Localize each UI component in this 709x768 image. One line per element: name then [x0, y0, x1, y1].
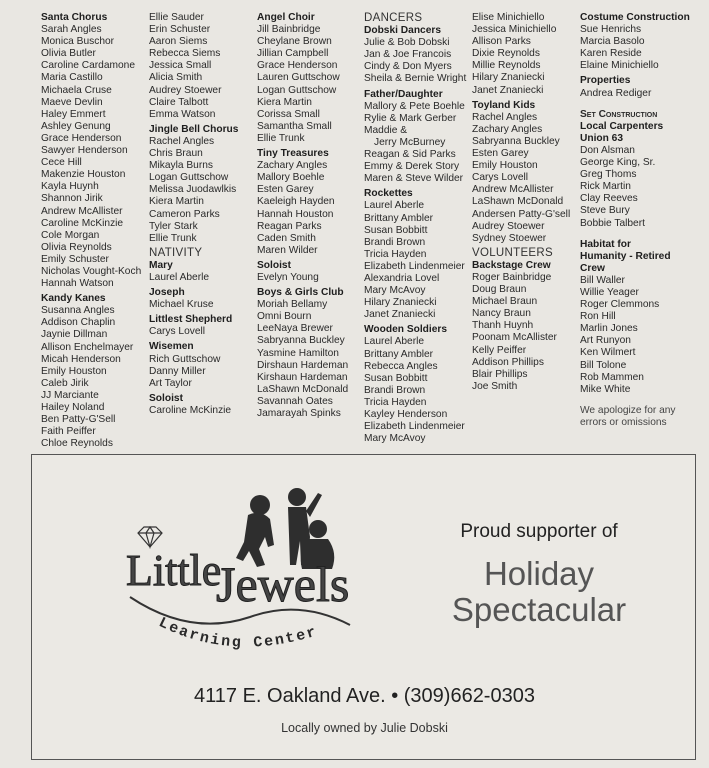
list-item: Danny Miller — [149, 365, 206, 377]
list-item: Marcia Basolo — [580, 36, 645, 48]
name: Carys Lovell — [149, 326, 206, 338]
list-item: Moriah Bellamy — [257, 299, 328, 311]
logo-word-1: Little — [126, 546, 222, 595]
list-item: Caden Smith — [257, 232, 316, 244]
column-1 — [41, 12, 141, 450]
list-item: Monica Buschor — [41, 36, 115, 48]
section-title: Tiny Treasures — [257, 148, 329, 160]
list-item: Jessica Minichiello — [472, 24, 557, 36]
list-item: Maeve Devlin — [41, 96, 103, 108]
name-list — [257, 299, 348, 420]
list-item: Corissa Small — [257, 108, 320, 120]
list-item: Ellie Trunk — [257, 132, 305, 144]
list-item: Yasmine Hamilton — [257, 347, 339, 359]
list-item: Jamarayah Spinks — [257, 408, 341, 419]
list-item: Lauren Guttschow — [257, 72, 340, 84]
list-item: Logan Guttschow — [257, 84, 337, 96]
section-title: Wooden Soldiers — [364, 324, 448, 336]
list-item: Dirshaun Hardeman — [257, 359, 349, 371]
name: Evelyn Young — [257, 271, 319, 283]
event-title-line-2: Spectacular — [451, 591, 627, 628]
list-item: Andrew McAllister — [41, 205, 123, 217]
list-item: Makenzie Houston — [41, 169, 126, 181]
section-title: Costume Construction — [580, 12, 690, 23]
name-list — [580, 145, 690, 230]
list-item: Sawyer Henderson — [41, 145, 128, 157]
sponsor-ad — [31, 454, 696, 760]
list-item: Hannah Houston — [257, 208, 334, 220]
list-item: LaShawn McDonald — [472, 196, 564, 208]
diamond-icon — [138, 527, 162, 547]
list-item: Jaynie Dillman — [41, 329, 108, 341]
list-item: Humanity - Retired — [580, 250, 671, 262]
list-item: Logan Guttschow — [149, 172, 229, 184]
name-list — [580, 24, 690, 72]
list-item: Emily Houston — [41, 365, 107, 377]
list-item: Ellie Trunk — [149, 232, 197, 244]
list-item: Kirshaun Hardeman — [257, 371, 348, 383]
list-item: Dixie Reynolds — [472, 48, 540, 60]
role-title: Wisemen — [149, 341, 194, 353]
list-item: Mallory Boehle — [257, 172, 325, 184]
list-item: Kayla Huynh — [41, 181, 99, 193]
list-item: Esten Garey — [472, 148, 529, 160]
list-item: Elizabeth Lindenmeier — [364, 260, 465, 272]
list-item: Olivia Reynolds — [41, 241, 112, 253]
list-item: Steve Bury — [580, 205, 630, 217]
list-item: Allison Enchelmayer — [41, 341, 134, 353]
list-item: Mary McAvoy — [364, 433, 426, 445]
list-item: Ben Patty-G'Sell — [41, 414, 116, 426]
list-item: Clay Reeves — [580, 193, 638, 205]
list-item: Maddie & — [364, 124, 408, 136]
list-item: Ellie Sauder — [149, 12, 204, 23]
list-item: Erin Schuster — [149, 24, 211, 36]
list-item: Sue Henrichs — [580, 24, 642, 36]
list-item: Sydney Stoewer — [472, 232, 547, 244]
name-list — [364, 149, 466, 185]
list-item: Hilary Znaniecki — [472, 72, 545, 84]
list-item: Local Carpenters — [580, 120, 664, 132]
list-item: Cameron Parks — [149, 208, 220, 220]
list-item: Ashley Genung — [41, 120, 111, 132]
section-title: Rockettes — [364, 188, 413, 200]
list-item: Claire Talbott — [149, 96, 209, 108]
list-item: Hailey Noland — [41, 402, 105, 413]
list-item: Michael Braun — [472, 296, 538, 308]
list-item: Willie Yeager — [580, 286, 639, 298]
list-item: Maren & Steve Wilder — [364, 173, 464, 185]
section-title: Jingle Bell Chorus — [149, 123, 239, 135]
list-item: Janet Znaniecki — [472, 84, 544, 96]
section-heading: DANCERS — [364, 12, 423, 24]
list-item: Blair Phillips — [472, 368, 528, 380]
list-item: Rachel Angles — [472, 111, 538, 123]
list-item: Don Alsman — [580, 144, 635, 156]
list-item: Mary McAvoy — [364, 285, 426, 297]
list-item: Art Runyon — [580, 335, 631, 347]
logo-subtitle: Learning Center — [155, 614, 320, 652]
list-item: Julie & Bob Dobski — [364, 37, 450, 49]
list-item: Andrew McAllister — [472, 184, 554, 196]
name: Andrea Rediger — [580, 87, 652, 99]
list-item: Janet Znaniecki — [364, 309, 436, 321]
list-item: Zachary Angles — [472, 123, 543, 135]
little-jewels-logo — [120, 485, 370, 665]
section-title: Soloist — [257, 259, 291, 271]
list-item: Cece Hill — [41, 157, 82, 169]
list-item: Crew — [580, 262, 605, 274]
list-item: Kiera Martin — [257, 96, 312, 108]
name: Caroline McKinzie — [149, 404, 232, 416]
name-list — [149, 136, 238, 245]
list-item: Sarah Angles — [41, 24, 102, 36]
list-item: Emily Schuster — [41, 253, 109, 265]
list-item: Roger Clemmons — [580, 299, 660, 311]
list-item: Brandi Brown — [364, 236, 426, 248]
section-title: Toyland Kids — [472, 99, 536, 111]
list-item: Tricia Hayden — [364, 248, 427, 260]
list-item: Audrey Stoewer — [472, 220, 545, 232]
list-item: Addison Chaplin — [41, 317, 116, 329]
list-item: Elaine Minichiello — [580, 60, 659, 72]
list-item: Millie Reynolds — [472, 60, 541, 72]
list-item: Karen Reside — [580, 48, 642, 60]
list-item: Habitat for — [580, 238, 631, 250]
name-list — [364, 200, 466, 321]
list-item: Maria Castillo — [41, 72, 103, 84]
section-title: Kandy Kanes — [41, 293, 106, 305]
list-item: Kaeleigh Hayden — [257, 196, 335, 208]
list-item: Faith Peiffer — [41, 426, 96, 438]
name-list — [364, 37, 466, 85]
list-item: Sheila & Bernie Wright — [364, 73, 467, 85]
list-item: Sabryanna Buckley — [472, 135, 560, 147]
section-title: Angel Choir — [257, 12, 315, 23]
list-item: errors or omissions — [580, 416, 667, 428]
tagline: Proud supporter of — [460, 521, 618, 542]
list-item: Grace Henderson — [41, 132, 122, 144]
list-item: Caroline Cardamone — [41, 60, 136, 72]
section-title: Properties — [580, 75, 631, 87]
list-item: Susanna Angles — [41, 305, 115, 317]
role-title: Joseph — [149, 287, 185, 299]
list-item: Ken Wilmert — [580, 347, 636, 359]
name-list — [149, 12, 238, 121]
list-item: LeeNaya Brewer — [257, 323, 333, 335]
list-item: Esten Garey — [257, 184, 314, 196]
column-6 — [580, 12, 690, 429]
list-item: Shannon Jirik — [41, 193, 103, 205]
list-item: Susan Bobbitt — [364, 372, 428, 384]
list-item: Jill Bainbridge — [257, 24, 321, 36]
section-title: Backstage Crew — [472, 259, 551, 271]
list-item: Poonam McAllister — [472, 332, 557, 344]
list-item: Rebecca Siems — [149, 48, 221, 60]
role-title: Soloist — [149, 392, 183, 404]
list-item: Haley Emmert — [41, 108, 106, 120]
section-heading: VOLUNTEERS — [472, 246, 553, 259]
name-list — [149, 354, 238, 390]
list-item: Bill Tolone — [580, 359, 627, 371]
list-item: Hilary Znaniecki — [364, 297, 437, 309]
list-item: Laurel Aberle — [364, 336, 425, 348]
name-list — [364, 101, 466, 137]
list-item: Kayley Henderson — [364, 409, 448, 420]
name-list — [257, 160, 348, 257]
list-item: Olivia Butler — [41, 48, 96, 60]
list-item: Tricia Hayden — [364, 396, 427, 408]
list-item: Zachary Angles — [257, 160, 328, 172]
list-item: Elizabeth Lindenmeier — [364, 421, 465, 433]
list-item: Caleb Jirik — [41, 377, 89, 389]
list-item: JJ Marciante — [41, 389, 99, 401]
list-item: Jillian Campbell — [257, 48, 329, 60]
list-item: Reagan Parks — [257, 220, 322, 232]
list-item: Rebecca Angles — [364, 360, 438, 372]
list-item: Savannah Oates — [257, 395, 333, 407]
list-item: Emmy & Derek Story — [364, 161, 460, 173]
list-item: Thanh Huynh — [472, 320, 534, 332]
list-item: Cheylane Brown — [257, 36, 332, 48]
list-item: Hannah Watson — [41, 278, 114, 290]
list-item: LaShawn McDonald — [257, 383, 349, 395]
list-item: Roger Bainbridge — [472, 271, 552, 283]
list-item: Nicholas Vought-Koch — [41, 265, 142, 277]
list-item: Bobbie Talbert — [580, 217, 645, 229]
apology-note — [580, 405, 690, 429]
list-item: Chloe Reynolds — [41, 438, 113, 450]
list-item: Rob Mammen — [580, 371, 644, 383]
list-item: Allison Parks — [472, 36, 531, 48]
list-item: Cole Morgan — [41, 229, 100, 241]
list-item: Union 63 — [580, 132, 624, 144]
list-item: Kiera Martin — [149, 196, 204, 208]
list-item: Alexandria Lovel — [364, 272, 440, 284]
list-item: Reagan & Sid Parks — [364, 149, 456, 161]
list-item: Omni Bourn — [257, 311, 312, 323]
list-item: Caroline McKinzie — [41, 217, 124, 229]
list-item: Rachel Angles — [149, 135, 215, 147]
name-list — [472, 112, 570, 245]
list-item: Alicia Smith — [149, 72, 203, 84]
event-title-line-1: Holiday — [483, 555, 595, 592]
list-item: Brittany Ambler — [364, 348, 434, 360]
list-item: Audrey Stoewer — [149, 84, 222, 96]
name-list — [41, 24, 141, 290]
list-item: Art Taylor — [149, 377, 192, 389]
list-item: Bill Waller — [580, 274, 625, 286]
section-heading: NATIVITY — [149, 246, 203, 259]
list-item: Addison Phillips — [472, 356, 544, 368]
column-2 — [149, 12, 238, 417]
list-item: Andersen Patty-G'sell — [472, 208, 571, 220]
list-item: Rick Martin — [580, 181, 631, 193]
list-item: Jan & Joe Francois — [364, 49, 452, 61]
list-item: Jessica Small — [149, 60, 212, 72]
list-item: Samantha Small — [257, 120, 332, 132]
list-item: Cindy & Don Myers — [364, 61, 452, 73]
list-item: Sabryanna Buckley — [257, 335, 345, 347]
list-item: Brittany Ambler — [364, 212, 434, 224]
list-item: Marlin Jones — [580, 323, 638, 335]
list-item: We apologize for any — [580, 404, 676, 416]
list-item: Doug Braun — [472, 284, 527, 296]
list-item: Aaron Siems — [149, 36, 208, 48]
logo-word-2: Jewels — [216, 556, 350, 612]
address-phone: 4117 E. Oakland Ave. • (309)662-0303 — [194, 685, 535, 707]
section-title: Father/Daughter — [364, 88, 443, 100]
list-item: Rylie & Mark Gerber — [364, 112, 457, 124]
role-title: Mary — [149, 259, 173, 271]
list-item: Maren Wilder — [257, 244, 318, 256]
list-item: Laurel Aberle — [364, 200, 425, 212]
section-title — [580, 239, 690, 275]
list-item: Emma Watson — [149, 108, 216, 120]
column-5 — [472, 12, 570, 393]
section-title: Boys & Girls Club — [257, 287, 344, 299]
section-title: Set Construction — [580, 108, 658, 120]
list-item: Mallory & Pete Boehle — [364, 100, 465, 112]
list-item: Brandi Brown — [364, 384, 426, 396]
list-item: Melissa Juodawlkis — [149, 184, 237, 196]
column-4 — [364, 12, 466, 445]
list-item: Kelly Peiffer — [472, 344, 527, 356]
section-title: Dobski Dancers — [364, 25, 442, 37]
name-list — [472, 272, 570, 393]
list-item: George King, Sr. — [580, 157, 656, 169]
list-item: Mike White — [580, 383, 631, 395]
list-item: Carys Lovell — [472, 172, 529, 184]
name: Laurel Aberle — [149, 271, 210, 283]
name-list — [472, 12, 570, 97]
list-item: Micah Henderson — [41, 353, 121, 365]
list-item: Emily Houston — [472, 160, 538, 172]
column-3 — [257, 12, 348, 420]
section-title — [580, 121, 690, 145]
owner-note: Locally owned by Julie Dobski — [281, 721, 448, 735]
name: Michael Kruse — [149, 299, 214, 311]
list-item: Mikayla Burns — [149, 160, 213, 172]
list-item: Grace Henderson — [257, 60, 338, 72]
section-title: Santa Chorus — [41, 12, 108, 23]
list-item: Rich Guttschow — [149, 353, 221, 365]
list-item: Susan Bobbitt — [364, 224, 428, 236]
name: Jerry McBurney — [374, 136, 446, 148]
list-item: Nancy Braun — [472, 308, 531, 320]
list-item: Ron Hill — [580, 311, 616, 323]
list-item: Chris Braun — [149, 148, 203, 160]
list-item: Elise Minichiello — [472, 12, 545, 23]
role-title: Littlest Shepherd — [149, 314, 233, 326]
list-item: Michaela Cruse — [41, 84, 112, 96]
name-list — [257, 24, 348, 145]
list-item: Joe Smith — [472, 380, 518, 392]
name-list — [41, 305, 141, 450]
name-list — [580, 275, 690, 396]
list-item: Greg Thoms — [580, 169, 637, 181]
list-item: Tyler Stark — [149, 220, 198, 232]
name-list — [364, 336, 466, 445]
